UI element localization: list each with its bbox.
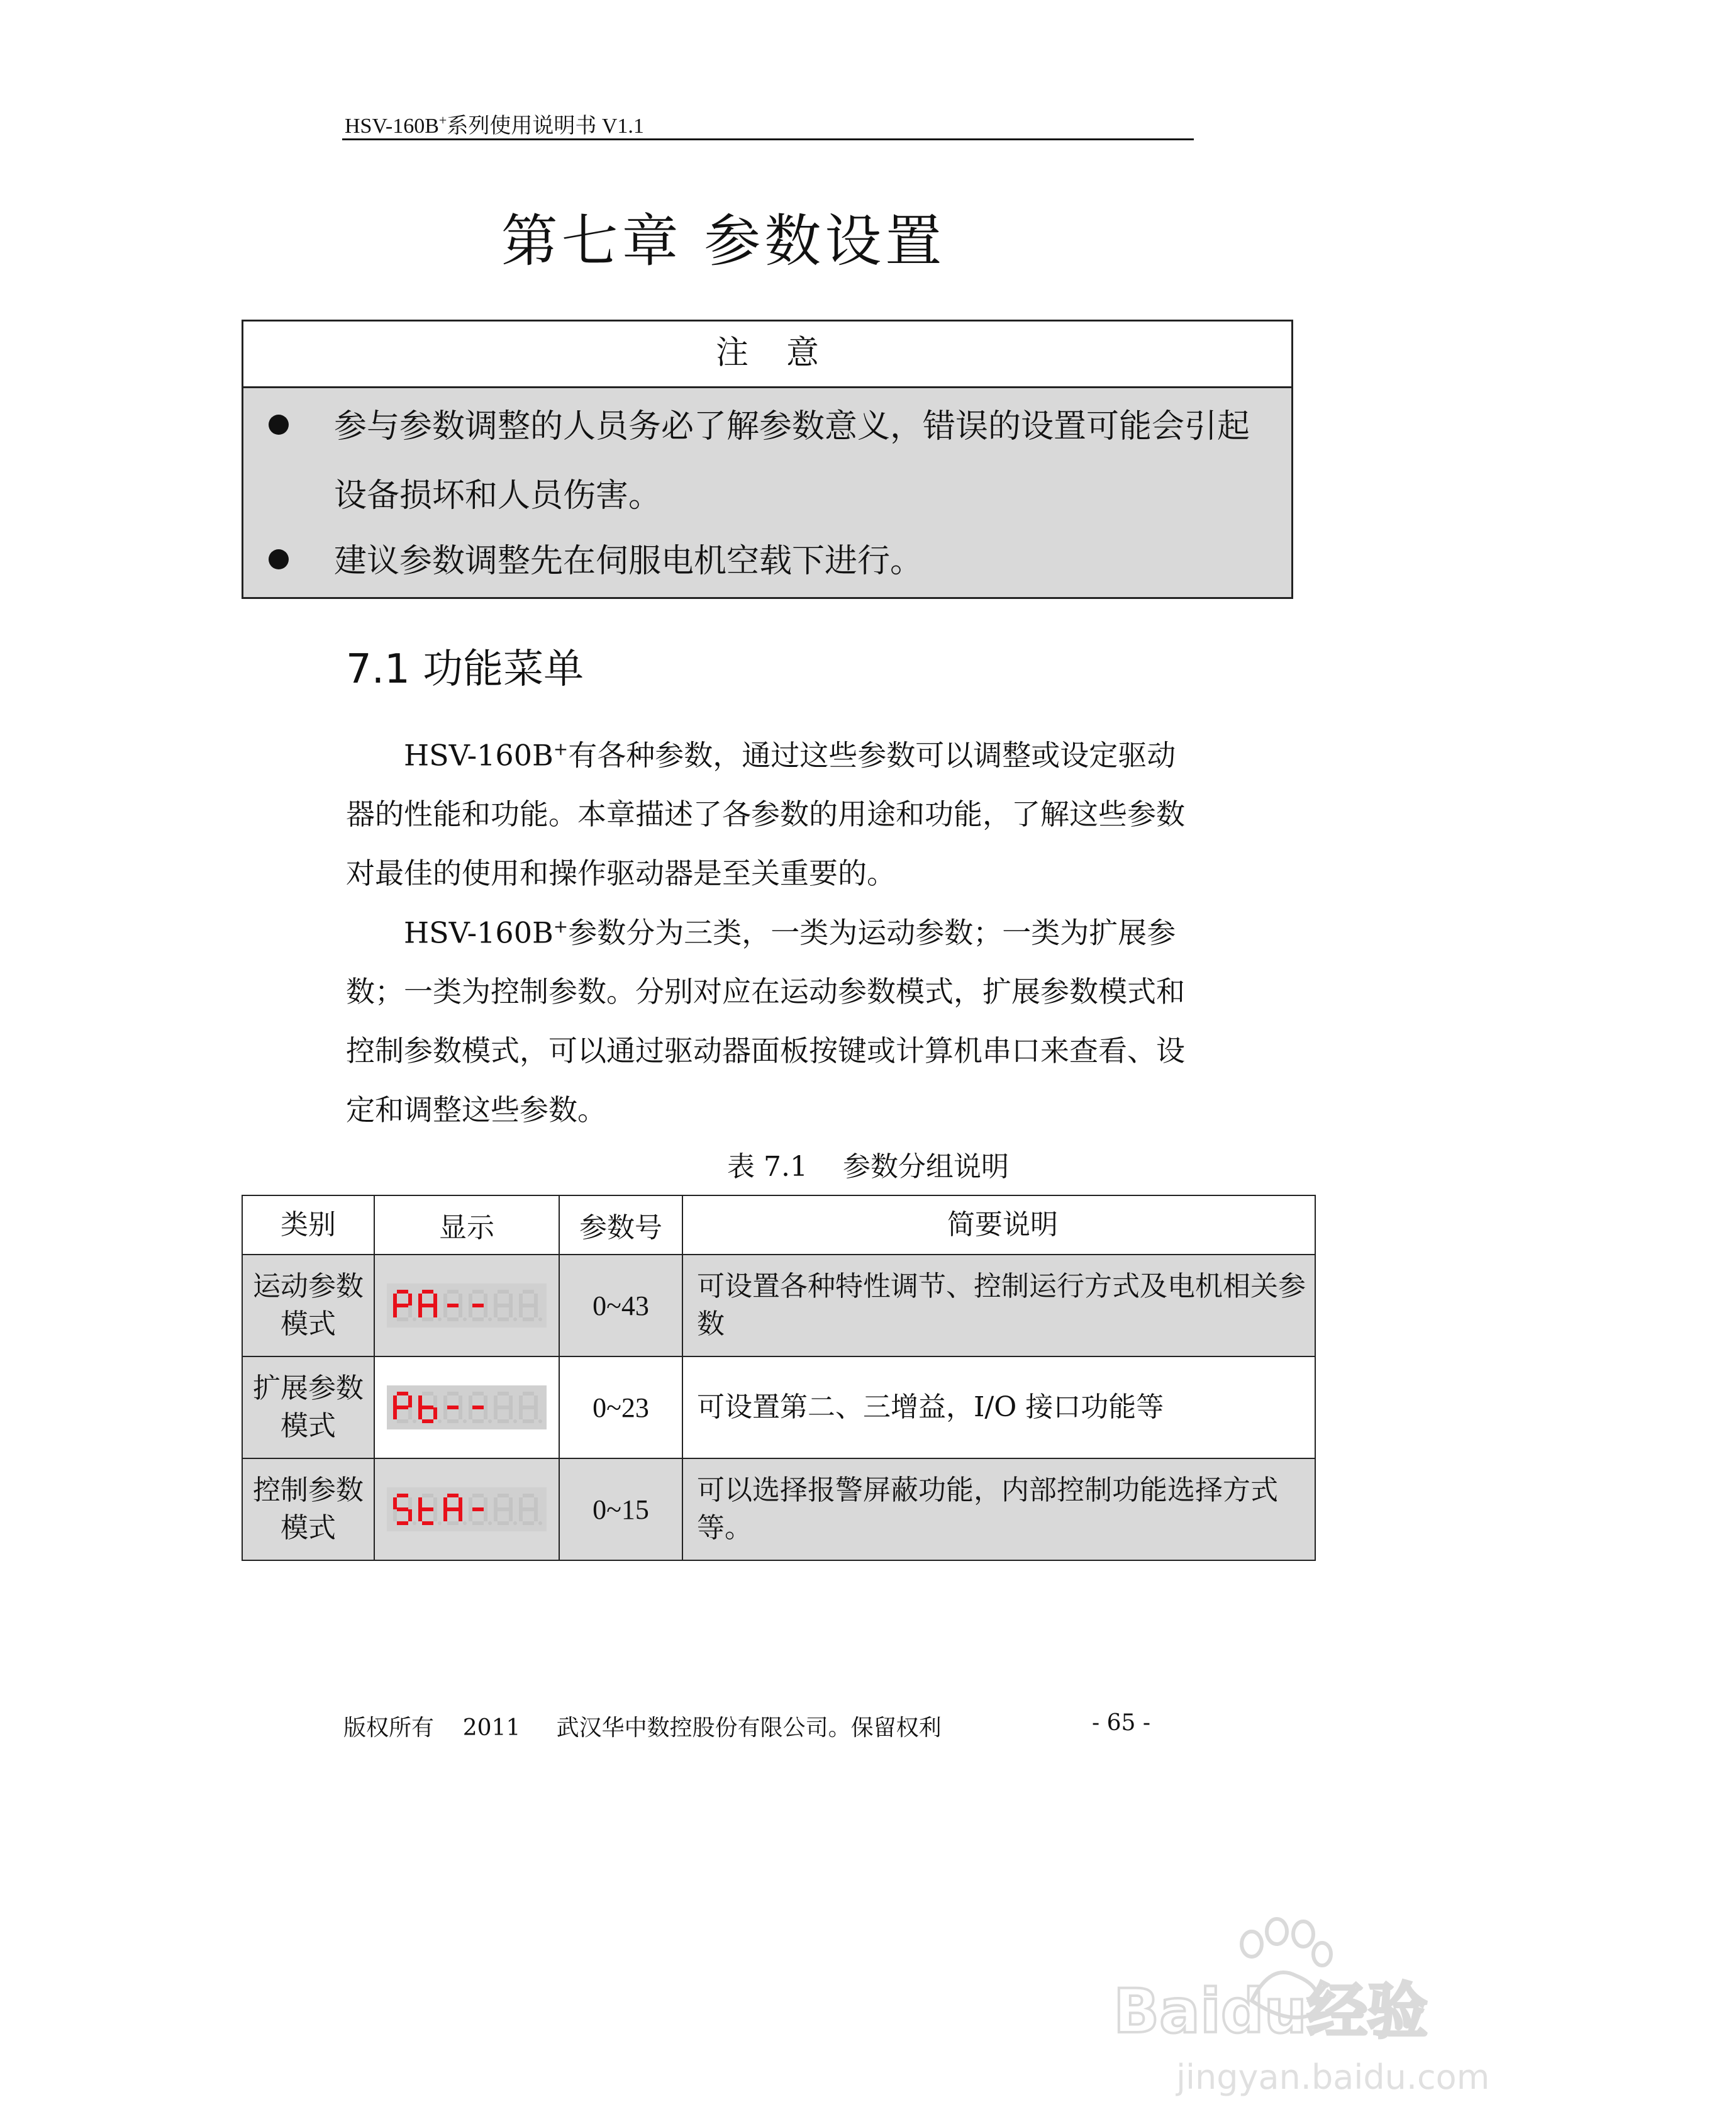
watermark-brand: Baidu经验	[1113, 1976, 1428, 2047]
page-number: - 65 -	[1092, 1710, 1151, 1736]
led-segment	[393, 1294, 397, 1306]
column-header: 参数号	[559, 1195, 682, 1255]
led-segment	[472, 1290, 484, 1294]
category-cell: 控制参数模式	[242, 1458, 374, 1560]
header-rule	[342, 138, 1194, 140]
led-segment	[494, 1294, 498, 1306]
led-segment	[447, 1406, 459, 1409]
led-display	[387, 1283, 547, 1328]
notice-item-text: 参与参数调整的人员务必了解参数意义，错误的设置可能会引起设备损坏和人员伤害。	[334, 408, 1250, 515]
range-cell: 0~15	[559, 1458, 682, 1560]
led-dot	[413, 1419, 416, 1423]
led-segment	[494, 1306, 498, 1317]
led-segment	[498, 1290, 509, 1294]
led-segment	[484, 1407, 487, 1419]
led-segment	[472, 1392, 484, 1395]
led-segment	[408, 1497, 412, 1509]
led-dot	[413, 1521, 416, 1525]
led-segment	[469, 1294, 472, 1306]
led-segment	[484, 1294, 487, 1306]
led-dot	[513, 1521, 517, 1525]
led-segment	[447, 1521, 459, 1525]
led-segment	[494, 1395, 498, 1407]
led-segment	[472, 1494, 484, 1497]
led-dot	[438, 1317, 442, 1321]
bullet-icon	[269, 549, 289, 569]
led-segment	[447, 1304, 459, 1307]
led-segment	[422, 1392, 433, 1395]
led-dot	[438, 1419, 442, 1423]
led-segment	[459, 1395, 462, 1407]
table-row	[242, 1458, 1315, 1560]
section-title: 7.1 功能菜单	[346, 646, 584, 693]
display-cell	[374, 1255, 559, 1356]
model-name: HSV-160B	[404, 738, 554, 773]
led-segment	[433, 1407, 437, 1419]
bullet-icon	[269, 415, 289, 435]
parameter-group-table	[242, 1195, 1316, 1561]
range-cell: 0~23	[559, 1356, 682, 1458]
led-segment	[469, 1306, 472, 1317]
led-dot	[438, 1521, 442, 1525]
led-segment	[418, 1306, 422, 1317]
led-segment	[472, 1507, 484, 1511]
led-segment	[519, 1395, 523, 1407]
led-segment	[397, 1521, 408, 1525]
led-dot	[463, 1521, 467, 1525]
led-segment	[443, 1497, 447, 1509]
led-segment	[433, 1497, 437, 1509]
led-dot	[538, 1317, 542, 1321]
category-cell: 运动参数模式	[242, 1255, 374, 1356]
led-dot	[488, 1521, 492, 1525]
led-display	[387, 1385, 547, 1429]
led-segment	[397, 1304, 408, 1307]
led-segment	[472, 1521, 484, 1525]
led-segment	[519, 1306, 523, 1317]
led-segment	[459, 1306, 462, 1317]
led-segment	[498, 1392, 509, 1395]
description-cell: 可设置各种特性调节、控制运行方式及电机相关参数	[682, 1255, 1315, 1356]
led-segment	[534, 1395, 538, 1407]
led-segment	[534, 1407, 538, 1419]
footer-copyright: 版权所有 2011 武汉华中数控股份有限公司。保留权利	[343, 1715, 942, 1741]
led-segment	[523, 1317, 534, 1321]
led-segment	[393, 1509, 397, 1521]
led-segment	[433, 1509, 437, 1521]
led-segment	[494, 1497, 498, 1509]
led-segment	[472, 1419, 484, 1423]
model-sup: +	[553, 916, 569, 937]
led-segment	[443, 1395, 447, 1407]
led-segment	[422, 1419, 433, 1423]
led-dot	[513, 1419, 517, 1423]
led-segment	[484, 1497, 487, 1509]
notice-heading: 注意	[243, 321, 1291, 388]
led-dot	[488, 1317, 492, 1321]
led-segment	[447, 1317, 459, 1321]
description-cell: 可设置第二、三增益，I/O 接口功能等	[682, 1356, 1315, 1458]
led-segment	[472, 1317, 484, 1321]
led-segment	[422, 1304, 433, 1307]
led-segment	[393, 1497, 397, 1509]
model-sup: +	[553, 739, 569, 759]
model-name: HSV-160B	[404, 915, 554, 950]
led-segment	[469, 1509, 472, 1521]
led-segment	[433, 1306, 437, 1317]
led-segment	[523, 1392, 534, 1395]
led-segment	[418, 1407, 422, 1419]
led-segment	[393, 1306, 397, 1317]
led-segment	[447, 1392, 459, 1395]
led-display	[387, 1487, 547, 1531]
running-header	[345, 108, 644, 139]
led-segment	[519, 1407, 523, 1419]
led-segment	[447, 1290, 459, 1294]
category-cell: 扩展参数模式	[242, 1356, 374, 1458]
led-segment	[397, 1507, 408, 1511]
led-segment	[509, 1306, 513, 1317]
led-segment	[523, 1419, 534, 1423]
baidu-jingyan-watermark	[1063, 1906, 1490, 2108]
chapter-title: 第七章 参数设置	[501, 208, 946, 274]
led-segment	[498, 1406, 509, 1409]
led-dot	[538, 1521, 542, 1525]
led-segment	[433, 1395, 437, 1407]
led-dot	[463, 1317, 467, 1321]
led-segment	[408, 1509, 412, 1521]
led-segment	[523, 1494, 534, 1497]
led-segment	[459, 1509, 462, 1521]
led-segment	[498, 1494, 509, 1497]
display-cell	[374, 1458, 559, 1560]
table-header-row	[242, 1195, 1315, 1255]
led-segment	[509, 1294, 513, 1306]
range-cell: 0~43	[559, 1255, 682, 1356]
led-segment	[397, 1290, 408, 1294]
led-segment	[397, 1419, 408, 1423]
column-header: 简要说明	[682, 1195, 1315, 1255]
led-segment	[422, 1494, 433, 1497]
led-segment	[484, 1395, 487, 1407]
header-sup: +	[438, 112, 447, 128]
column-header: 类别	[242, 1195, 374, 1255]
led-segment	[397, 1392, 408, 1395]
led-segment	[397, 1494, 408, 1497]
led-dot	[538, 1419, 542, 1423]
led-segment	[418, 1395, 422, 1407]
paragraph-text: 有各种参数，通过这些参数可以调整或设定驱动器的性能和功能。本章描述了各参数的用途和功能，了解这些参数对最佳的使用和操作驱动器是至关重要的。	[346, 738, 1185, 891]
led-segment	[523, 1290, 534, 1294]
led-segment	[393, 1395, 397, 1407]
led-segment	[408, 1395, 412, 1407]
description-cell: 可以选择报警屏蔽功能，内部控制功能选择方式等。	[682, 1458, 1315, 1560]
paragraph	[346, 897, 1189, 1139]
watermark-url: jingyan.baidu.com	[1176, 2057, 1490, 2097]
led-segment	[418, 1294, 422, 1306]
led-segment	[534, 1306, 538, 1317]
led-segment	[447, 1494, 459, 1497]
led-segment	[509, 1395, 513, 1407]
led-segment	[519, 1497, 523, 1509]
led-segment	[534, 1509, 538, 1521]
led-segment	[408, 1407, 412, 1419]
notice-box	[242, 320, 1293, 599]
table-row	[242, 1255, 1315, 1356]
table-row	[242, 1356, 1315, 1458]
led-segment	[484, 1306, 487, 1317]
paragraph-text: 参数分为三类，一类为运动参数；一类为扩展参数；一类为控制参数。分别对应在运动参数模式，扩展参数模式和控制参数模式，可以通过驱动器面板按键或计算机串口来查看、设定和调整这些参数。	[346, 915, 1185, 1127]
led-segment	[418, 1497, 422, 1509]
led-segment	[422, 1521, 433, 1525]
led-segment	[408, 1294, 412, 1306]
led-segment	[523, 1507, 534, 1511]
header-rest: 系列使用说明书 V1.1	[447, 115, 644, 138]
led-segment	[498, 1507, 509, 1511]
led-segment	[509, 1407, 513, 1419]
led-segment	[422, 1317, 433, 1321]
led-segment	[459, 1294, 462, 1306]
led-dot	[463, 1419, 467, 1423]
led-segment	[509, 1509, 513, 1521]
led-segment	[498, 1304, 509, 1307]
led-segment	[472, 1304, 484, 1307]
display-cell	[374, 1356, 559, 1458]
led-segment	[523, 1304, 534, 1307]
led-segment	[447, 1419, 459, 1423]
column-header: 显示	[374, 1195, 559, 1255]
led-segment	[443, 1509, 447, 1521]
led-segment	[393, 1407, 397, 1419]
led-segment	[433, 1294, 437, 1306]
led-segment	[523, 1406, 534, 1409]
led-segment	[443, 1407, 447, 1419]
header-model: HSV-160B	[345, 115, 439, 138]
notice-item-text: 建议参数调整先在伺服电机空载下进行。	[334, 542, 923, 580]
led-segment	[509, 1497, 513, 1509]
paragraph	[346, 720, 1189, 903]
led-segment	[534, 1294, 538, 1306]
led-segment	[519, 1509, 523, 1521]
led-segment	[484, 1509, 487, 1521]
led-segment	[422, 1290, 433, 1294]
led-segment	[397, 1406, 408, 1409]
led-dot	[513, 1317, 517, 1321]
led-segment	[534, 1497, 538, 1509]
led-segment	[519, 1294, 523, 1306]
led-segment	[459, 1407, 462, 1419]
table-caption: 表 7.1 参数分组说明	[727, 1151, 1009, 1183]
led-dot	[488, 1419, 492, 1423]
led-segment	[459, 1497, 462, 1509]
led-segment	[498, 1317, 509, 1321]
led-segment	[447, 1507, 459, 1511]
led-segment	[469, 1407, 472, 1419]
led-segment	[422, 1507, 433, 1511]
led-segment	[523, 1521, 534, 1525]
led-segment	[422, 1406, 433, 1409]
led-dot	[413, 1317, 416, 1321]
led-segment	[408, 1306, 412, 1317]
led-segment	[498, 1521, 509, 1525]
led-segment	[443, 1306, 447, 1317]
led-segment	[418, 1509, 422, 1521]
led-segment	[443, 1294, 447, 1306]
led-segment	[397, 1317, 408, 1321]
led-segment	[494, 1509, 498, 1521]
led-segment	[494, 1407, 498, 1419]
led-segment	[469, 1395, 472, 1407]
led-segment	[498, 1419, 509, 1423]
led-segment	[469, 1497, 472, 1509]
led-segment	[472, 1406, 484, 1409]
